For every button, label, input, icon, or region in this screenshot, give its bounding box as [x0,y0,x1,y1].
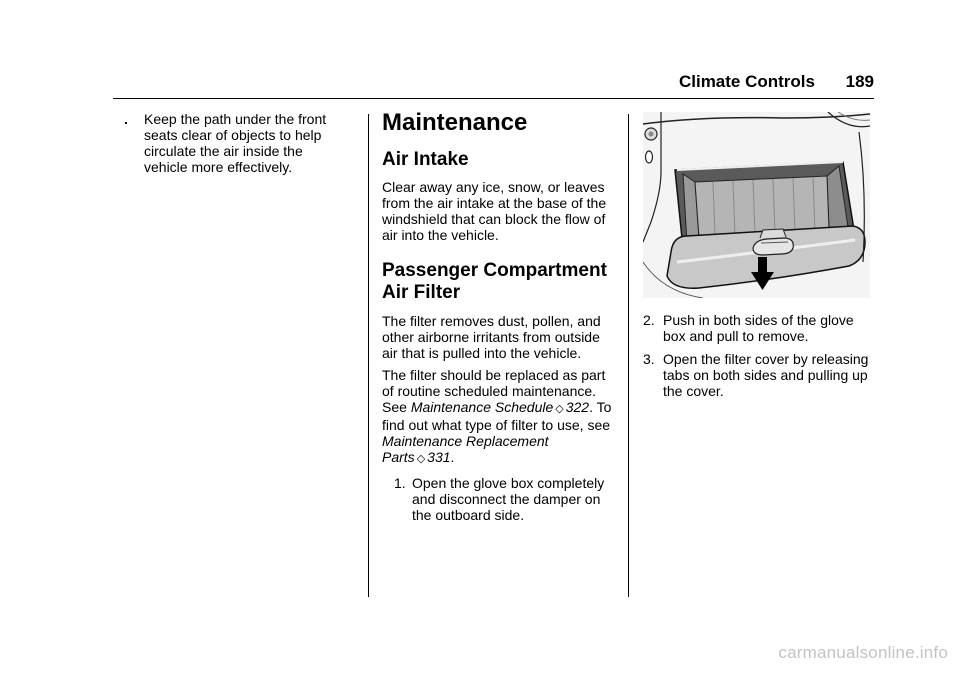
bullet-text: Keep the path under the front seats clear of objects to help circulate the air inside the vehicle more effectively. [144,111,327,175]
maintenance-schedule-page[interactable]: 322 [565,399,590,415]
step-text: Open the filter cover by releasing tabs on both sides and pulling up the cover. [663,351,869,399]
step-number: 3. [643,351,655,367]
maintenance-schedule-link[interactable]: Maintenance Schedule [410,399,554,415]
step-3 [643,351,875,399]
column-divider-1 [368,114,369,597]
column-divider-2 [628,114,629,597]
filter-paragraph-1: The filter removes dust, pollen, and other airborne irritants from outside air that is pulled into the vehicle. [382,313,601,361]
page-ref-icon: ◇ [416,453,426,465]
replacement-parts-page[interactable]: 331 [427,449,451,465]
page-number: 189 [845,72,874,91]
heading-filter-line1: Passenger Compartment [382,260,607,281]
column-3 [643,112,875,399]
heading-air-intake: Air Intake [382,149,469,170]
filter-text-pre: The filter should be replaced as part of routine scheduled maintenance. See [382,367,606,415]
section-title: Climate Controls [678,72,815,91]
step-text: Push in both sides of the glove box and pull to remove. [663,312,854,344]
header-rule [113,98,874,99]
replacement-parts-link[interactable]: Maintenance Replacement Parts [382,433,549,465]
step-number: 1. [394,475,406,491]
step-text: Open the glove box completely and disconnect the damper on the outboard side. [412,475,605,523]
step-2 [643,312,875,344]
bullet-glyph: . [124,111,128,127]
step-number: 2. [643,312,655,328]
filter-text-mid: To find out what type of filter to use, see [382,399,612,433]
column-1 [124,111,360,175]
filter-paragraph-2: The filter should be replaced as part of routine scheduled maintenance. See Maintenance Schedule ◇ 322. To find out what type of filter to use, see Maintenance Replacement Parts ◇ 331. [382,367,612,465]
heading-maintenance: Maintenance [382,109,528,136]
glove-box-illustration [643,112,870,298]
page-ref-icon: ◇ [555,403,564,415]
watermark: carmanualsonline.info [778,643,948,662]
bullet-item [124,111,360,175]
step-1 [382,475,618,523]
heading-filter-line2: Air Filter [382,282,461,303]
air-intake-paragraph: Clear away any ice, snow, or leaves from the air intake at the base of the windshield that can block the flow of air into the vehicle. [382,179,607,243]
column-2 [382,108,618,523]
